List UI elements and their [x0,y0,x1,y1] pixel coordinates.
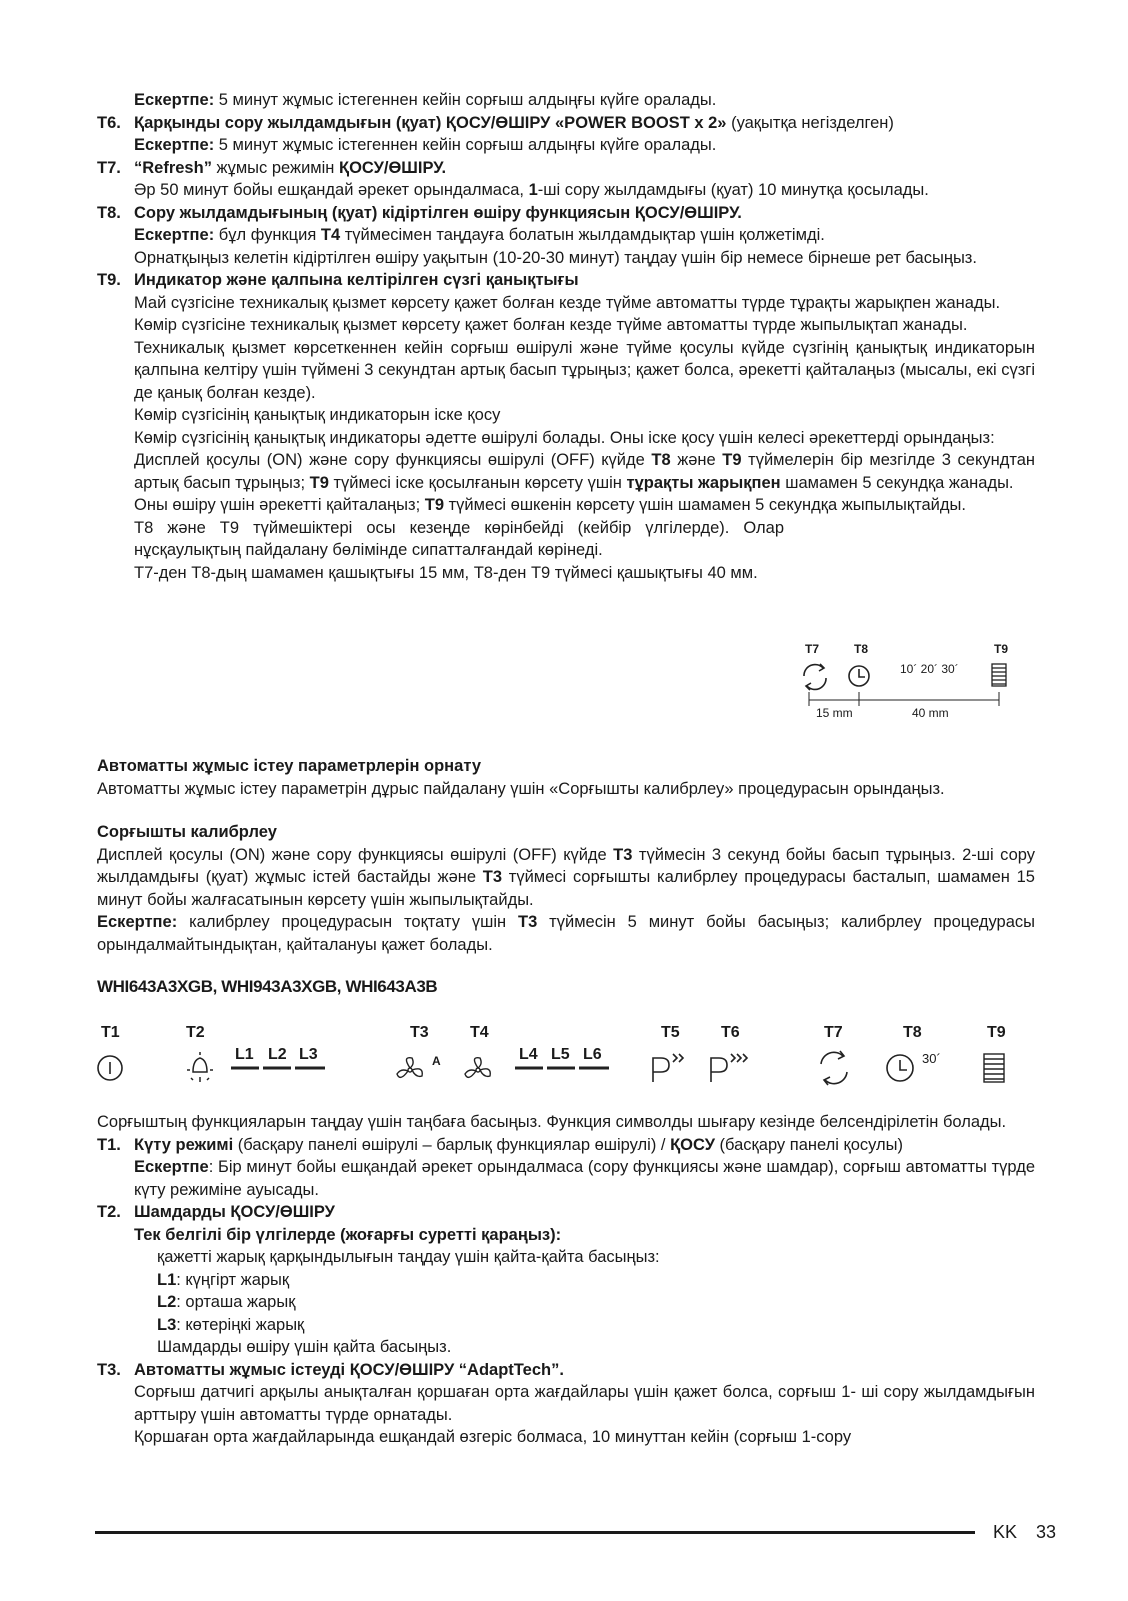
panel-label-l6: L6 [583,1046,602,1063]
text-run: Сорғыштың функцияларын таңдау үшін таңбаға басыңыз. Функция символды шығару кезінде белсендірілетін болады. [97,1113,1007,1131]
text-run: : орташа жарық [176,1293,296,1311]
bold-run: ҚОСУ/ӨШІРУ. [339,158,447,177]
paragraph [134,427,1035,450]
bold-run: Шамдарды ҚОСУ/ӨШІРУ [134,1203,335,1221]
item-t9 [97,269,1035,584]
control-panel-diagram [97,1020,1032,1090]
bold-run: Ескертпе: [134,136,215,154]
item-title [134,1134,1035,1157]
item-number: T1. [97,1135,121,1154]
paragraph [134,494,1035,517]
footer [993,1521,1056,1544]
panel-label-l3: L3 [299,1046,318,1063]
panel-label-t5: T5 [661,1024,680,1041]
diagram-label-t7: T7 [805,642,820,656]
panel-label-auto: A [432,1054,441,1068]
paragraph [134,1381,1035,1426]
panel-label-t8: T8 [903,1024,922,1041]
item-note [134,1156,1035,1201]
text-run: бұл функция [214,226,321,244]
panel-label-l4: L4 [519,1046,538,1063]
paragraph [134,292,1035,315]
text-run: T7-ден T8-дың шамамен қашықтығы 15 мм, T8-ден T9 түймесі қашықтығы 40 мм. [134,563,758,582]
power-boost-2-icon [711,1054,747,1082]
bold-run: L3 [157,1315,177,1334]
text-run: -ші сору жылдамдығы (қуат) 10 минутқа қосылады. [537,181,929,199]
item-number: T8. [97,203,121,222]
item-subtitle [134,1224,1035,1247]
calibration-heading: Сорғышты калибрлеу [97,823,277,841]
text-run: Орнатқыңыз келетін кідіртілген өшіру уақытын (10-20-30 минут) таңдау үшін бір немесе бірнеше рет басыңыз. [134,248,977,267]
text-run: түймесі сорғышты калибрлеу процедурасы басталып, шамамен 15 минут бойы жалғасатынын көрсету үшін жыпылықтайды. [97,868,1035,909]
level-l3 [134,1314,1035,1337]
text-run: Көмір сүзгісінің қанықтық индикаторын іске қосу [134,406,501,424]
bold-run: T9 [309,473,329,492]
bold-run: T8 [651,451,671,469]
intro-text [97,1111,1035,1134]
item-title [134,1359,1035,1382]
text-run: : күңгірт жарық [176,1270,290,1289]
diagram-label-t8: T8 [854,642,869,656]
power-boost-icon [653,1054,683,1082]
paragraph [134,517,784,562]
bold-run: ҚОСУ [670,1135,715,1154]
bold-run: Автоматты жұмыс істеуді ҚОСУ/ӨШІРУ “AdaptTech”. [134,1360,564,1379]
panel-label-l5: L5 [551,1046,570,1063]
bold-run: Ескертпе: [134,91,215,109]
text-run: түймесі іске қосылғанын көрсету үшін [328,473,627,492]
text-run: Дисплей қосулы (ON) және сору функциясы өшірулі (OFF) күйде [134,451,652,469]
timer-icon [849,666,869,686]
text-run: T8 және T9 түймешіктері осы кезеңде көрінбейді (кейбір үлгілерде). Олар нұсқаулықтың пайдалану бөлімінде сипатталғандай көрінеді. [134,518,784,559]
paragraph [134,449,1035,494]
panel-label-l2: L2 [268,1046,287,1063]
top-section [97,89,1035,584]
calibration-section [97,821,1035,956]
text-run: калибрлеу процедурасын тоқтату үшін [177,913,519,931]
text-run: және [670,451,723,469]
auto-text [97,778,1035,801]
text-run: Шамдарды өшіру үшін қайта басыңыз. [157,1338,452,1356]
item-number: T9. [97,271,121,289]
bold-run: Ескертпе [134,1158,209,1176]
paragraph [134,314,1035,337]
auto-section [97,755,1035,800]
text-run: түймесін 3 секунд бойы басып тұрыңыз. 2-ші сору жылдамдығы (қуат) жұмыс істей бастайды және [97,845,1035,886]
item-title [134,269,1035,292]
item-number: T7. [97,158,121,177]
bold-run: Тек белгілі бір үлгілерде (жоғарғы суретті қараңыз): [134,1225,562,1244]
item-title [134,112,1035,135]
text-run: Әр 50 минут бойы ешқандай әрекет орындалмаса, [134,181,529,199]
panel-label-l1: L1 [235,1046,254,1063]
item-text [134,179,1035,202]
bold-run: Қарқынды сору жылдамдығын (қуат) ҚОСУ/ӨШІРУ «POWER BOOST x 2» [134,113,727,132]
panel-label-t4: T4 [470,1024,489,1041]
refresh-icon [821,1051,847,1085]
models-heading: WHI643A3XGB, WHI943A3XGB, WHI643A3B [97,977,438,996]
text-run: шамамен 5 секундқа жанады. [780,473,1014,492]
item-number: T6. [97,113,121,132]
item-text [134,1246,1035,1269]
item-number: T3. [97,1360,121,1379]
item-number: T2. [97,1203,121,1221]
diagram-dim-15mm: 15 mm [816,706,853,720]
text-run: Қоршаған орта жағдайларында ешқандай өзгеріс болмаса, 10 минуттан кейін (сорғыш 1-сору [134,1428,852,1446]
bold-run: L2 [157,1293,177,1311]
text-run: Көмір сүзгісіне техникалық қызмет көрсету қажет болған кезде түйме автоматты түрде жыпылықтап жанады. [134,316,968,334]
bold-run: “Refresh” [134,158,212,177]
bold-run: L1 [157,1270,177,1289]
light-icon [187,1052,213,1082]
item-text [134,247,1035,270]
bold-run: Ескертпе: [134,226,215,244]
note-t5 [97,89,1035,112]
text-run: 5 минут жұмыс істегеннен кейін сорғыш алдыңғы күйге оралады. [214,91,717,109]
text-run: Май сүзгісіне техникалық қызмет көрсету қажет болған кезде түйме автоматты түрде тұрақты жарықпен жанады. [134,293,1001,312]
item-t1 [97,1134,1035,1202]
bold-run: T3 [482,868,503,886]
panel-icons [97,1020,1032,1090]
filter-icon [984,1054,1004,1082]
panel-label-t9: T9 [987,1024,1006,1041]
paragraph [134,337,1035,405]
page-number: 33 [1036,1522,1057,1542]
text-run: түймесін 5 минут бойы басыңыз; калибрлеу процедурасы орындалмайтындықтан, қайталануы қажет болады. [97,913,1035,954]
bold-run: Индикатор және қалпына келтірілген сүзгі қанықтығы [134,271,579,289]
diagram-dim-40mm: 40 mm [912,706,949,720]
item-t6 [97,112,1035,157]
panel-label-t6: T6 [721,1024,740,1041]
diagram-label-t9: T9 [994,642,1009,656]
text-run: : Бір минут бойы ешқандай әрекет орындалмаса (сору функциясы және шамдар), сорғыш автоматты түрде күту режиміне ауысады. [134,1158,1035,1199]
refresh-icon [804,664,826,690]
bold-run: T3 [518,913,538,931]
power-icon [98,1056,122,1080]
item-note [134,134,1035,157]
bold-run: тұрақты жарықпен [626,473,781,492]
text-run: : көтеріңкі жарық [176,1315,305,1334]
item-t3 [97,1359,1035,1449]
bold-run: Күту режимі [134,1135,234,1154]
bold-run: T9 [424,496,445,514]
item-title [134,1201,1035,1224]
item-note [134,224,1035,247]
bold-run: Ескертпе: [97,913,178,931]
item-t7 [97,157,1035,202]
panel-timer-label: 30´ [922,1051,941,1066]
button-spacing-diagram [800,638,1030,728]
timer-icon [887,1055,913,1081]
text-run: (басқару панелі қосулы) [714,1135,904,1154]
panel-label-t2: T2 [186,1024,205,1041]
footer-rule [95,1531,975,1534]
item-text [134,1336,1035,1359]
fan-auto-icon [397,1058,422,1078]
item-title [134,157,1035,180]
filter-icon [992,664,1006,686]
calibration-text [97,844,1035,912]
panel-label-t3: T3 [410,1024,429,1041]
bold-run: T4 [320,226,341,244]
text-run: Сорғыш датчигі арқылы анықталған қоршаған орта жағдайлары үшін қажет болса, сорғыш 1- ші сору жылдамдығын арттыру үшін автоматты түрде орнатады. [134,1383,1035,1424]
calibration-note [97,911,1035,956]
text-run: түймесі өшкенін көрсету үшін шамамен 5 секундқа жыпылықтайды. [444,496,966,514]
text-run: Дисплей қосулы (ON) және сору функциясы өшірулі (OFF) күйде [97,845,614,864]
text-run: қажетті жарық қарқындылығын таңдау үшін қайта-қайта басыңыз: [157,1248,660,1266]
text-run: түймесімен таңдауға болатын жылдамдықтар үшін қолжетімді. [340,226,825,244]
paragraph [134,404,1035,427]
bold-run: 1 [528,181,538,199]
bold-run: Сору жылдамдығының (қуат) кідіртілген өшіру функциясын ҚОСУ/ӨШІРУ. [134,203,742,222]
fan-icon [465,1058,490,1078]
item-t8 [97,202,1035,270]
level-l1 [134,1269,1035,1292]
text-run: Көмір сүзгісінің қанықтық индикаторы әдетте өшірулі болады. Оны іске қосу үшін келесі әрекеттерді орындаңыз: [134,428,995,447]
paragraph [134,1426,1035,1449]
panel-label-t7: T7 [824,1024,843,1041]
diagram-times: 10´ 20´ 30´ [900,662,959,676]
footer-language: KK [993,1522,1018,1542]
paragraph [134,562,784,585]
bold-run: T9 [722,451,742,469]
item-title [134,202,1035,225]
text-run: түймелерін бір мезгілде 3 секундтан артық басып тұрыңыз; [134,451,1036,492]
text-run: 5 минут жұмыс істегеннен кейін сорғыш алдыңғы күйге оралады. [214,136,717,154]
text-run: (уақытқа негізделген) [726,113,894,132]
panel-label-t1: T1 [101,1024,120,1041]
bold-run: T3 [613,845,633,864]
text-run: Техникалық қызмет көрсеткеннен кейін сорғыш өшірулі және түйме қосулы күйде сүзгінің қанықтық индикаторын қалпына келтіру үшін түймені 3 секундтан артық басып тұрыңыз; қажет болса, әрекетті қайталаңыз (мысалы, екі сүзгі де қанық болған кезде). [134,338,1035,402]
bottom-section [97,1111,1035,1449]
text-run: Оны өшіру үшін әрекетті қайталаңыз; [134,496,425,514]
text-run: (басқару панелі өшірулі – барлық функциялар өшірулі) / [233,1135,671,1154]
auto-heading: Автоматты жұмыс істеу параметрлерін орнату [97,757,481,775]
text-run: жұмыс режимін [211,158,339,177]
level-l2 [134,1291,1035,1314]
text-run: Автоматты жұмыс істеу параметрін дұрыс пайдалану үшін «Сорғышты калибрлеу» процедурасын орындаңыз. [97,779,945,798]
item-t2 [97,1201,1035,1359]
